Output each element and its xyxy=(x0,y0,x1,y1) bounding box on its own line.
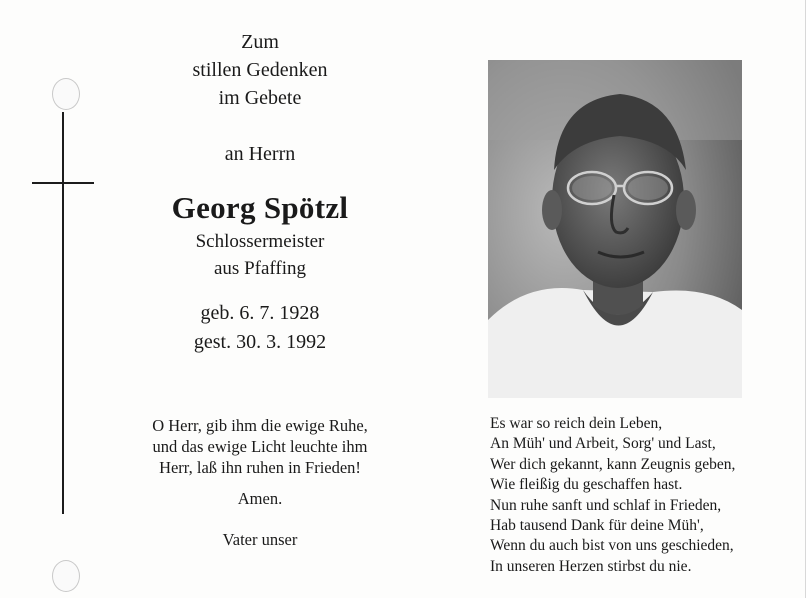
occupation: Schlossermeister xyxy=(195,231,325,252)
portrait-photo xyxy=(488,60,742,398)
poem-line-5: Nun ruhe sanft und schlaf in Frieden, xyxy=(490,496,722,514)
poem-line-2: An Müh' und Arbeit, Sorg' und Last, xyxy=(490,435,716,453)
prayer-line-3: Herr, laß ihn ruhen in Frieden! xyxy=(159,458,361,477)
dates-block xyxy=(95,299,425,357)
poem-line-7: Wenn du auch bist von uns geschieden, xyxy=(490,537,734,555)
portrait-illustration xyxy=(488,60,742,398)
cross-vertical-bar xyxy=(62,112,64,514)
intro-line-2: stillen Gedenken xyxy=(192,59,328,81)
closing-prayer: Vater unser xyxy=(222,530,298,549)
amen: Amen. xyxy=(237,489,283,508)
intro-block xyxy=(95,28,425,112)
salutation: an Herrn xyxy=(224,143,296,165)
origin: aus Pfaffing xyxy=(214,258,306,279)
intro-line-3: im Gebete xyxy=(218,87,302,109)
poem-line-8: In unseren Herzen stirbst du nie. xyxy=(490,557,692,575)
death-date: gest. 30. 3. 1992 xyxy=(193,331,327,353)
poem-block xyxy=(490,414,790,577)
deceased-name: Georg Spötzl xyxy=(171,190,349,225)
punch-hole-top xyxy=(52,78,80,110)
birth-date: geb. 6. 7. 1928 xyxy=(200,302,320,324)
poem-line-6: Hab tausend Dank für deine Müh', xyxy=(490,517,704,535)
poem-line-4: Wie fleißig du geschaffen hast. xyxy=(490,476,683,494)
prayer-block xyxy=(95,415,425,478)
poem-line-1: Es war so reich dein Leben, xyxy=(490,415,663,432)
prayer-line-2: und das ewige Licht leuchte ihm xyxy=(152,437,368,456)
prayer-line-1: O Herr, gib ihm die ewige Ruhe, xyxy=(152,416,368,435)
cross-horizontal-bar xyxy=(32,182,94,184)
intro-line-1: Zum xyxy=(241,31,279,53)
details-block xyxy=(95,228,425,282)
poem-line-3: Wer dich gekannt, kann Zeugnis geben, xyxy=(490,455,736,473)
punch-hole-bottom xyxy=(52,560,80,592)
